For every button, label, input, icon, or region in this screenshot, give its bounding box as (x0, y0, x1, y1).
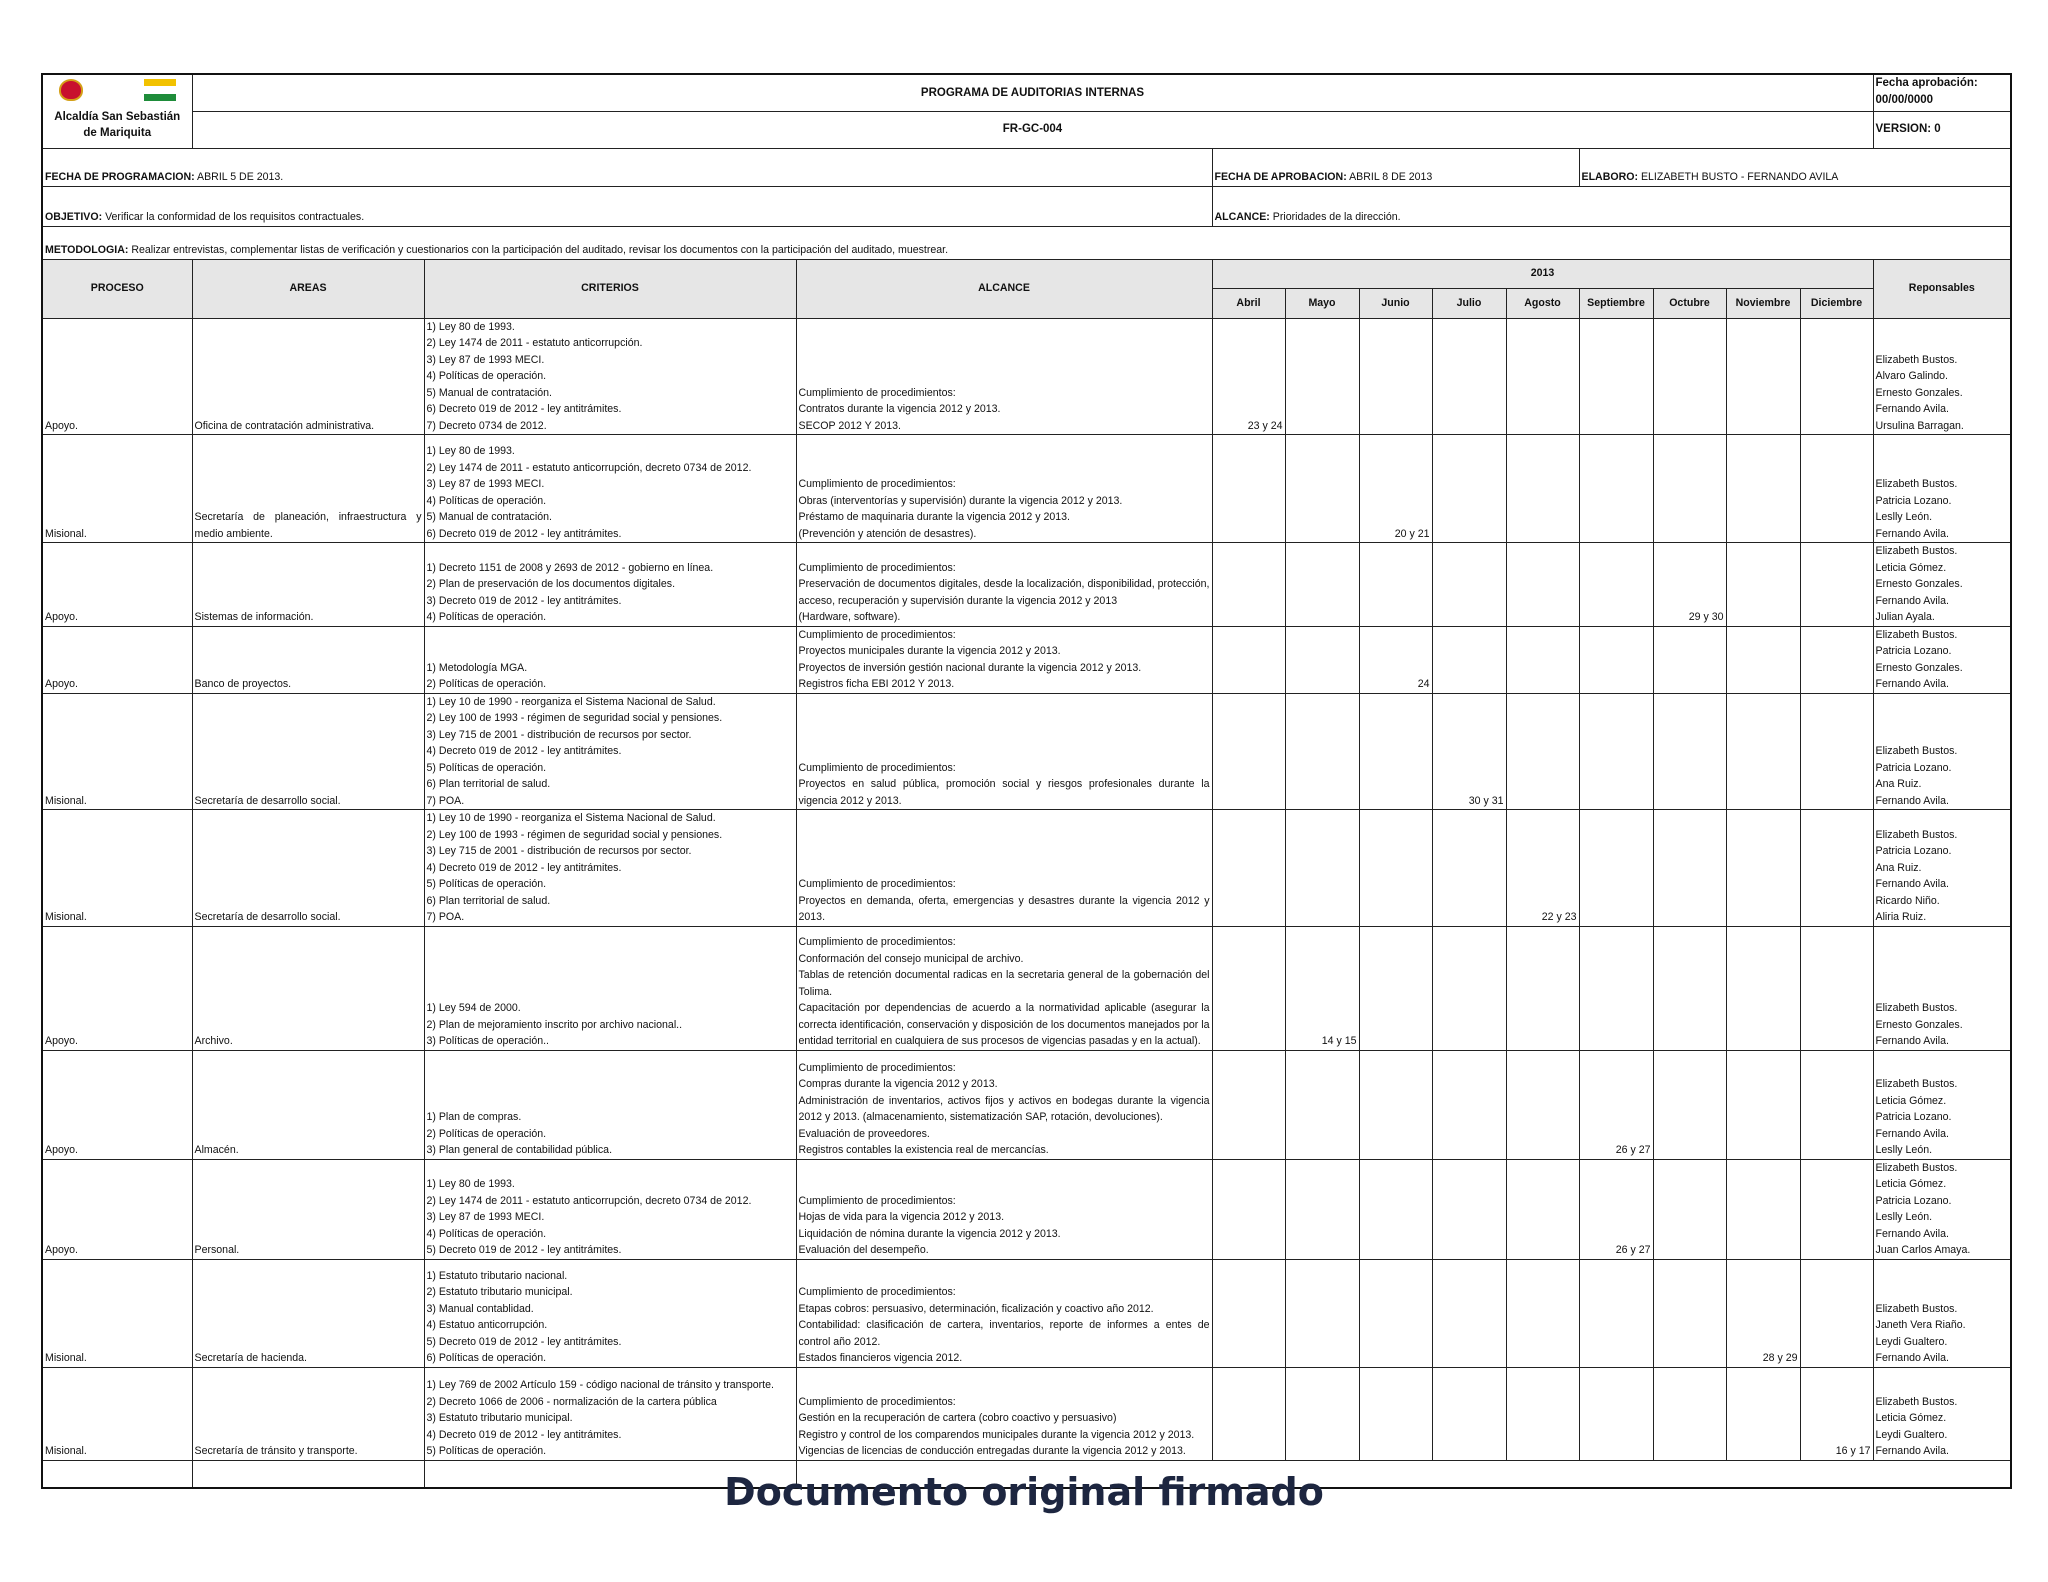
month-cell (1726, 435, 1800, 543)
month-cell (1506, 318, 1579, 435)
month-header: Julio (1432, 288, 1506, 318)
responsables-cell: Elizabeth Bustos. Leticia Gómez. Ernesto Gonzales. Fernando Avila. Julian Ayala. (1873, 543, 2011, 627)
criterios-cell: 1) Plan de compras. 2) Políticas de operación. 3) Plan general de contabilidad pública. (424, 1050, 796, 1159)
proceso-cell: Misional. (42, 810, 192, 927)
month-cell (1285, 693, 1359, 810)
month-cell (1285, 1159, 1359, 1259)
month-cell (1579, 543, 1653, 627)
month-cell (1432, 926, 1506, 1050)
objective: OBJETIVO: Verificar la conformidad de los requisitos contractuales. (42, 186, 1212, 226)
alcance-cell: Cumplimiento de procedimientos: Etapas cobros: persuasivo, determinación, ficalización y coactivo año 2012. Contabilidad: clasificación de cartera, inventarios, reporte de informes a entes de control año 2012. Estados financieros vigencia 2012. (796, 1259, 1212, 1367)
month-cell (1579, 1259, 1653, 1367)
month-cell (1726, 693, 1800, 810)
criterios-cell: 1) Ley 10 de 1990 - reorganiza el Sistema Nacional de Salud. 2) Ley 100 de 1993 - régimen de seguridad social y pensiones. 3) Ley 715 de 2001 - distribución de recursos por sector. 4) Decreto 019 de 2012 - ley antitrámites. 5) Políticas de operación. 6) Plan territorial de salud. 7) POA. (424, 810, 796, 927)
month-cell (1212, 1259, 1285, 1367)
month-cell (1359, 318, 1432, 435)
month-cell (1432, 626, 1506, 693)
criterios-cell: 1) Estatuto tributario nacional. 2) Estatuto tributario municipal. 3) Manual contablidad. 4) Estatuo anticorrupción. 5) Decreto 019 de 2012 - ley antitrámites. 6) Políticas de operación. (424, 1259, 796, 1367)
month-cell (1285, 543, 1359, 627)
criterios-cell: 1) Metodología MGA. 2) Políticas de operación. (424, 626, 796, 693)
month-cell (1212, 435, 1285, 543)
month-cell: 29 y 30 (1653, 543, 1726, 627)
month-cell: 30 y 31 (1432, 693, 1506, 810)
alcance-cell: Cumplimiento de procedimientos: Proyectos en demanda, oferta, emergencias y desastres durante la vigencia 2012 y 2013. (796, 810, 1212, 927)
month-cell (1579, 1367, 1653, 1460)
month-cell (1285, 626, 1359, 693)
month-cell (1506, 693, 1579, 810)
proceso-cell: Misional. (42, 693, 192, 810)
month-cell: 14 y 15 (1285, 926, 1359, 1050)
month-cell (1579, 810, 1653, 927)
alcance-cell: Cumplimiento de procedimientos: Conformación del consejo municipal de archivo. Tablas de retención documental radicas en la secretaria general de la gobernación del Tolima. Capacitación por dependencias de acuerdo a la normatividad aplicable (asegurar la correcta identificación, conservación y disposición de los documentos manejados por la entidad territorial en cualquiera de sus procesos de vigencias pasadas y en la actual). (796, 926, 1212, 1050)
proceso-cell: Apoyo. (42, 1050, 192, 1159)
responsables-cell: Elizabeth Bustos. Patricia Lozano. Ana Ruiz. Fernando Avila. (1873, 693, 2011, 810)
month-cell (1800, 626, 1873, 693)
table-row (42, 1050, 2011, 1159)
table-row (42, 926, 2011, 1050)
month-cell (1653, 435, 1726, 543)
prepared-by: ELABORO: ELIZABETH BUSTO - FERNANDO AVILA (1579, 148, 2011, 186)
area-cell: Secretaría de desarrollo social. (192, 810, 424, 927)
month-cell (1432, 1367, 1506, 1460)
month-cell (1726, 1159, 1800, 1259)
responsables-cell: Elizabeth Bustos. Patricia Lozano. Leslly León. Fernando Avila. (1873, 435, 2011, 543)
proceso-cell: Apoyo. (42, 543, 192, 627)
month-cell (1359, 1259, 1432, 1367)
approval-value: 00/00/0000 (1875, 94, 1934, 106)
col-header-alcance: ALCANCE (796, 259, 1212, 318)
month-cell (1359, 810, 1432, 927)
responsables-cell: Elizabeth Bustos. Leticia Gómez. Patricia Lozano. Leslly León. Fernando Avila. Juan Carlos Amaya. (1873, 1159, 2011, 1259)
month-cell (1359, 543, 1432, 627)
month-cell (1653, 1159, 1726, 1259)
table-row (42, 810, 2011, 927)
month-cell (1285, 318, 1359, 435)
signed-original-stamp: Documento original firmado (724, 1470, 1324, 1514)
document-code: FR-GC-004 (192, 111, 1873, 148)
area-cell: Almacén. (192, 1050, 424, 1159)
month-cell (1359, 926, 1432, 1050)
municipal-flag-icon (144, 79, 176, 101)
area-cell: Sistemas de información. (192, 543, 424, 627)
area-cell: Secretaría de planeación, infraestructura y medio ambiente. (192, 435, 424, 543)
proceso-cell: Apoyo. (42, 318, 192, 435)
month-cell (1212, 1159, 1285, 1259)
month-cell (1800, 1159, 1873, 1259)
area-cell: Banco de proyectos. (192, 626, 424, 693)
org-logo-cell (42, 74, 192, 148)
month-cell (1212, 810, 1285, 927)
month-header: Septiembre (1579, 288, 1653, 318)
month-cell (1653, 626, 1726, 693)
audit-rows (42, 318, 2011, 1460)
month-cell (1432, 318, 1506, 435)
responsables-cell: Elizabeth Bustos. Leticia Gómez. Leydi Gualtero. Fernando Avila. (1873, 1367, 2011, 1460)
month-cell (1285, 1259, 1359, 1367)
month-cell: 26 y 27 (1579, 1159, 1653, 1259)
month-cell (1359, 693, 1432, 810)
criterios-cell: 1) Ley 80 de 1993. 2) Ley 1474 de 2011 - estatuto anticorrupción, decreto 0734 de 2012. 3) Ley 87 de 1993 MECI. 4) Políticas de operación. 5) Decreto 019 de 2012 - ley antitrámites. (424, 1159, 796, 1259)
month-cell (1726, 810, 1800, 927)
month-header: Abril (1212, 288, 1285, 318)
col-header-criterios: CRITERIOS (424, 259, 796, 318)
month-cell: 22 y 23 (1506, 810, 1579, 927)
proceso-cell: Apoyo. (42, 626, 192, 693)
alcance-cell: Cumplimiento de procedimientos: Preservación de documentos digitales, desde la localización, disponibilidad, protección, acceso, recuperación y supervisión durante la vigencia 2012 y 2013 (Hardware, software). (796, 543, 1212, 627)
table-row (42, 1159, 2011, 1259)
month-cell (1800, 435, 1873, 543)
responsables-cell: Elizabeth Bustos. Ernesto Gonzales. Fernando Avila. (1873, 926, 2011, 1050)
month-cell (1579, 626, 1653, 693)
month-cell (1653, 810, 1726, 927)
month-header: Octubre (1653, 288, 1726, 318)
area-cell: Secretaría de tránsito y transporte. (192, 1367, 424, 1460)
month-cell (1432, 1259, 1506, 1367)
month-cell (1432, 1050, 1506, 1159)
month-cell (1432, 1159, 1506, 1259)
month-cell (1285, 1050, 1359, 1159)
responsables-cell: Elizabeth Bustos. Alvaro Galindo. Ernesto Gonzales. Fernando Avila. Ursulina Barragan. (1873, 318, 2011, 435)
table-row (42, 318, 2011, 435)
methodology: METODOLOGIA: Realizar entrevistas, complementar listas de verificación y cuestionarios con la participación del auditado, revisar los documentos con la participación del auditado, muestrear. (42, 226, 2011, 259)
month-cell (1653, 318, 1726, 435)
table-row (42, 543, 2011, 627)
month-cell (1653, 926, 1726, 1050)
month-cell (1579, 693, 1653, 810)
version-label: VERSION: 0 (1873, 111, 2011, 148)
month-cell (1726, 626, 1800, 693)
month-cell: 28 y 29 (1726, 1259, 1800, 1367)
audit-program-sheet (41, 73, 2010, 1489)
col-header-proceso: PROCESO (42, 259, 192, 318)
month-cell (1726, 318, 1800, 435)
approval-date: FECHA DE APROBACION: ABRIL 8 DE 2013 (1212, 148, 1579, 186)
audit-program-table (41, 73, 2012, 1489)
month-cell (1212, 626, 1285, 693)
month-header: Junio (1359, 288, 1432, 318)
org-name: Alcaldía San Sebastián de Mariquita (54, 111, 181, 139)
alcance-cell: Cumplimiento de procedimientos: Hojas de vida para la vigencia 2012 y 2013. Liquidación de nómina durante la vigencia 2012 y 2013. Evaluación del desempeño. (796, 1159, 1212, 1259)
month-cell (1653, 1050, 1726, 1159)
alcance-cell: Cumplimiento de procedimientos: Contratos durante la vigencia 2012 y 2013. SECOP 2012 Y 2013. (796, 318, 1212, 435)
col-header-year: 2013 (1212, 259, 1873, 288)
month-cell (1506, 1050, 1579, 1159)
month-cell (1506, 1159, 1579, 1259)
proceso-cell: Misional. (42, 435, 192, 543)
month-cell (1726, 543, 1800, 627)
month-cell (1212, 693, 1285, 810)
area-cell: Secretaría de desarrollo social. (192, 693, 424, 810)
col-header-responsables: Reponsables (1873, 259, 2011, 318)
month-cell (1506, 435, 1579, 543)
month-cell (1726, 926, 1800, 1050)
month-cell: 16 y 17 (1800, 1367, 1873, 1460)
criterios-cell: 1) Ley 594 de 2000. 2) Plan de mejoramiento inscrito por archivo nacional.. 3) Políticas de operación.. (424, 926, 796, 1050)
month-cell: 23 y 24 (1212, 318, 1285, 435)
table-row (42, 435, 2011, 543)
alcance-cell: Cumplimiento de procedimientos: Gestión en la recuperación de cartera (cobro coactivo y persuasivo) Registro y control de los comparendos municipales durante la vigencia 2012 y 2013. Vigencias de licencias de conducción entregadas durante la vigencia 2012 y 2013. (796, 1367, 1212, 1460)
month-cell (1506, 543, 1579, 627)
month-cell (1212, 1050, 1285, 1159)
month-cell: 20 y 21 (1359, 435, 1432, 543)
month-cell (1579, 435, 1653, 543)
table-row (42, 1367, 2011, 1460)
month-header: Agosto (1506, 288, 1579, 318)
table-row (42, 693, 2011, 810)
criterios-cell: 1) Ley 80 de 1993. 2) Ley 1474 de 2011 - estatuto anticorrupción, decreto 0734 de 2012. 3) Ley 87 de 1993 MECI. 4) Políticas de operación. 5) Manual de contratación. 6) Decreto 019 de 2012 - ley antitrámites. (424, 435, 796, 543)
col-header-areas: AREAS (192, 259, 424, 318)
month-header: Noviembre (1726, 288, 1800, 318)
area-cell: Oficina de contratación administrativa. (192, 318, 424, 435)
criterios-cell: 1) Ley 80 de 1993. 2) Ley 1474 de 2011 - estatuto anticorrupción. 3) Ley 87 de 1993 MECI. 4) Políticas de operación. 5) Manual de contratación. 6) Decreto 019 de 2012 - ley antitrámites. 7) Decreto 0734 de 2012. (424, 318, 796, 435)
month-cell (1285, 1367, 1359, 1460)
month-cell (1800, 318, 1873, 435)
month-cell (1212, 543, 1285, 627)
month-cell (1359, 1367, 1432, 1460)
month-cell (1506, 926, 1579, 1050)
month-cell (1800, 543, 1873, 627)
month-cell (1800, 693, 1873, 810)
month-cell (1212, 1367, 1285, 1460)
coat-of-arms-icon (59, 79, 83, 101)
month-cell (1800, 1259, 1873, 1367)
month-cell (1506, 626, 1579, 693)
month-cell (1432, 435, 1506, 543)
area-cell: Personal. (192, 1159, 424, 1259)
month-cell (1432, 810, 1506, 927)
month-cell (1800, 1050, 1873, 1159)
alcance-cell: Cumplimiento de procedimientos: Compras durante la vigencia 2012 y 2013. Administración de inventarios, activos fijos y activos en bodegas durante la vigencia 2012 y 2013. (almacenamiento, sistematización SAP, rotación, devoluciones). Evaluación de proveedores. Registros contables la existencia real de mercancías. (796, 1050, 1212, 1159)
month-cell (1506, 1367, 1579, 1460)
month-cell (1359, 1159, 1432, 1259)
area-cell: Archivo. (192, 926, 424, 1050)
approval-label: Fecha aprobación: (1875, 77, 1978, 89)
month-cell (1212, 926, 1285, 1050)
month-cell (1579, 926, 1653, 1050)
scope: ALCANCE: Prioridades de la dirección. (1212, 186, 2011, 226)
month-cell (1653, 1367, 1726, 1460)
proceso-cell: Misional. (42, 1259, 192, 1367)
proceso-cell: Apoyo. (42, 926, 192, 1050)
criterios-cell: 1) Ley 10 de 1990 - reorganiza el Sistema Nacional de Salud. 2) Ley 100 de 1993 - régimen de seguridad social y pensiones. 3) Ley 715 de 2001 - distribución de recursos por sector. 4) Decreto 019 de 2012 - ley antitrámites. 5) Políticas de operación. 6) Plan territorial de salud. 7) POA. (424, 693, 796, 810)
programming-date: FECHA DE PROGRAMACION: ABRIL 5 DE 2013. (42, 148, 1212, 186)
proceso-cell: Misional. (42, 1367, 192, 1460)
document-title: PROGRAMA DE AUDITORIAS INTERNAS (192, 74, 1873, 111)
table-row (42, 1259, 2011, 1367)
criterios-cell: 1) Ley 769 de 2002 Artículo 159 - código nacional de tránsito y transporte. 2) Decreto 1066 de 2006 - normalización de la cartera pública 3) Estatuto tributario municipal. 4) Decreto 019 de 2012 - ley antitrámites. 5) Políticas de operación. (424, 1367, 796, 1460)
responsables-cell: Elizabeth Bustos. Patricia Lozano. Ernesto Gonzales. Fernando Avila. (1873, 626, 2011, 693)
month-cell (1506, 1259, 1579, 1367)
responsables-cell: Elizabeth Bustos. Patricia Lozano. Ana Ruiz. Fernando Avila. Ricardo Niño. Aliria Ruiz. (1873, 810, 2011, 927)
alcance-cell: Cumplimiento de procedimientos: Obras (interventorías y supervisión) durante la vigencia 2012 y 2013. Préstamo de maquinaria durante la vigencia 2012 y 2013. (Prevención y atención de desastres). (796, 435, 1212, 543)
month-header: Diciembre (1800, 288, 1873, 318)
table-row (42, 626, 2011, 693)
month-cell (1726, 1050, 1800, 1159)
alcance-cell: Cumplimiento de procedimientos: Proyectos en salud pública, promoción social y riesgos profesionales durante la vigencia 2012 y 2013. (796, 693, 1212, 810)
month-cell: 26 y 27 (1579, 1050, 1653, 1159)
proceso-cell: Apoyo. (42, 1159, 192, 1259)
month-cell (1726, 1367, 1800, 1460)
alcance-cell: Cumplimiento de procedimientos: Proyectos municipales durante la vigencia 2012 y 2013. Proyectos de inversión gestión nacional durante la vigencia 2012 y 2013. Registros ficha EBI 2012 Y 2013. (796, 626, 1212, 693)
month-cell: 24 (1359, 626, 1432, 693)
responsables-cell: Elizabeth Bustos. Leticia Gómez. Patricia Lozano. Fernando Avila. Leslly León. (1873, 1050, 2011, 1159)
month-cell (1285, 435, 1359, 543)
month-cell (1285, 810, 1359, 927)
responsables-cell: Elizabeth Bustos. Janeth Vera Riaño. Leydi Gualtero. Fernando Avila. (1873, 1259, 2011, 1367)
criterios-cell: 1) Decreto 1151 de 2008 y 2693 de 2012 - gobierno en línea. 2) Plan de preservación de los documentos digitales. 3) Decreto 019 de 2012 - ley antitrámites. 4) Políticas de operación. (424, 543, 796, 627)
month-cell (1800, 926, 1873, 1050)
month-cell (1359, 1050, 1432, 1159)
area-cell: Secretaría de hacienda. (192, 1259, 424, 1367)
month-header: Mayo (1285, 288, 1359, 318)
month-cell (1432, 543, 1506, 627)
month-cell (1653, 1259, 1726, 1367)
month-cell (1800, 810, 1873, 927)
month-cell (1579, 318, 1653, 435)
month-cell (1653, 693, 1726, 810)
